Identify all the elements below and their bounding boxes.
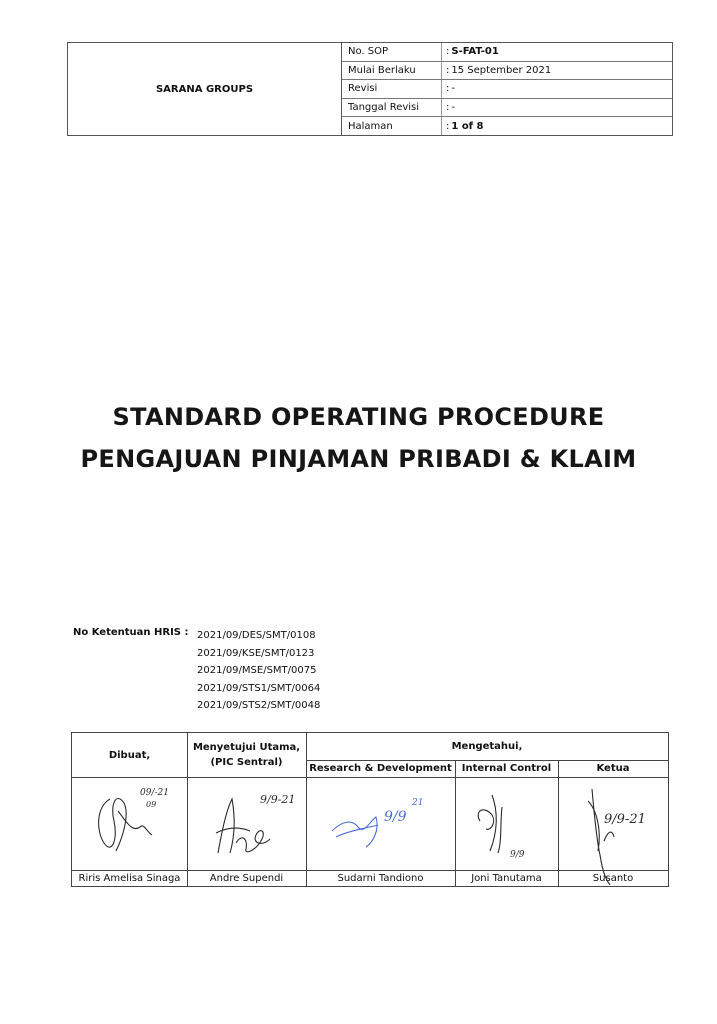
sop-meta [342, 43, 672, 135]
signature-sudarni-date-bottom: 9/9 [384, 809, 407, 825]
name-andre: Andre Supendi [209, 873, 284, 884]
approved-by-line-1: Menyetujui Utama, [192, 742, 301, 753]
page-row: Halaman : 1 of 8 [342, 117, 672, 135]
document-title-line-2: PENGAJUAN PINJAMAN PRIBADI & KLAIM [80, 445, 637, 473]
revision-date-row: Tanggal Revisi : - [342, 99, 672, 118]
name-sudarni: Sudarni Tandiono [337, 873, 424, 884]
name-joni: Joni Tanutama [471, 873, 542, 884]
revision-label: Revisi [342, 80, 442, 98]
hris-label: No Ketentuan HRIS : [73, 627, 189, 638]
created-by-header: Dibuat, [108, 749, 151, 761]
signature-joni-date: 9/9 [510, 850, 525, 860]
approved-by-header [187, 733, 306, 777]
signature-table [71, 732, 669, 887]
sop-number-label: No. SOP [342, 43, 442, 61]
hris-item: 2021/09/KSE/SMT/0123 [197, 647, 315, 659]
hris-list [197, 627, 320, 715]
page-value: 1 of 8 [451, 120, 484, 132]
role-rnd: Research & Development [309, 763, 452, 774]
acknowledged-by-header: Mengetahui, [451, 741, 523, 752]
hris-item: 2021/09/STS1/SMT/0064 [197, 682, 321, 694]
effective-date-row: Mulai Berlaku : 15 September 2021 [342, 62, 672, 81]
signature-joni [462, 781, 558, 867]
document-title-line-1: STANDARD OPERATING PROCEDURE [112, 403, 605, 431]
signature-susanto-date: 9/9-21 [604, 812, 646, 827]
signature-andre [200, 781, 300, 867]
sop-number-row: No. SOP : S-FAT-01 [342, 43, 672, 62]
approved-by-line-2: (PIC Sentral) [210, 757, 283, 768]
sop-number-value: S-FAT-01 [451, 46, 499, 58]
name-susanto: Susanto [592, 873, 634, 884]
document-header-table [67, 42, 673, 136]
signature-andre-date: 9/9-21 [260, 793, 296, 806]
revision-value: - [451, 83, 455, 95]
signature-sudarni-date-top: 21 [412, 798, 424, 808]
signature-riris-date-bottom: 09 [146, 800, 157, 809]
signature-sudarni [322, 781, 442, 867]
revision-row: Revisi : - [342, 80, 672, 99]
revision-date-value: - [451, 102, 455, 114]
signature-riris [82, 781, 182, 867]
role-internal-control: Internal Control [461, 763, 552, 774]
effective-date-label: Mulai Berlaku [342, 62, 442, 80]
hris-item: 2021/09/STS2/SMT/0048 [197, 700, 321, 711]
name-riris: Riris Amelisa Sinaga [78, 873, 181, 884]
role-ketua: Ketua [596, 763, 630, 774]
hris-item: 2021/09/DES/SMT/0108 [197, 630, 316, 641]
effective-date-value: 15 September 2021 [451, 64, 552, 76]
hris-item: 2021/09/MSE/SMT/0075 [197, 665, 317, 676]
revision-date-label: Tanggal Revisi [342, 99, 442, 117]
signature-riris-date-top: 09/-21 [140, 788, 169, 798]
company-name: SARANA GROUPS [68, 43, 342, 135]
page-label: Halaman [342, 117, 442, 135]
